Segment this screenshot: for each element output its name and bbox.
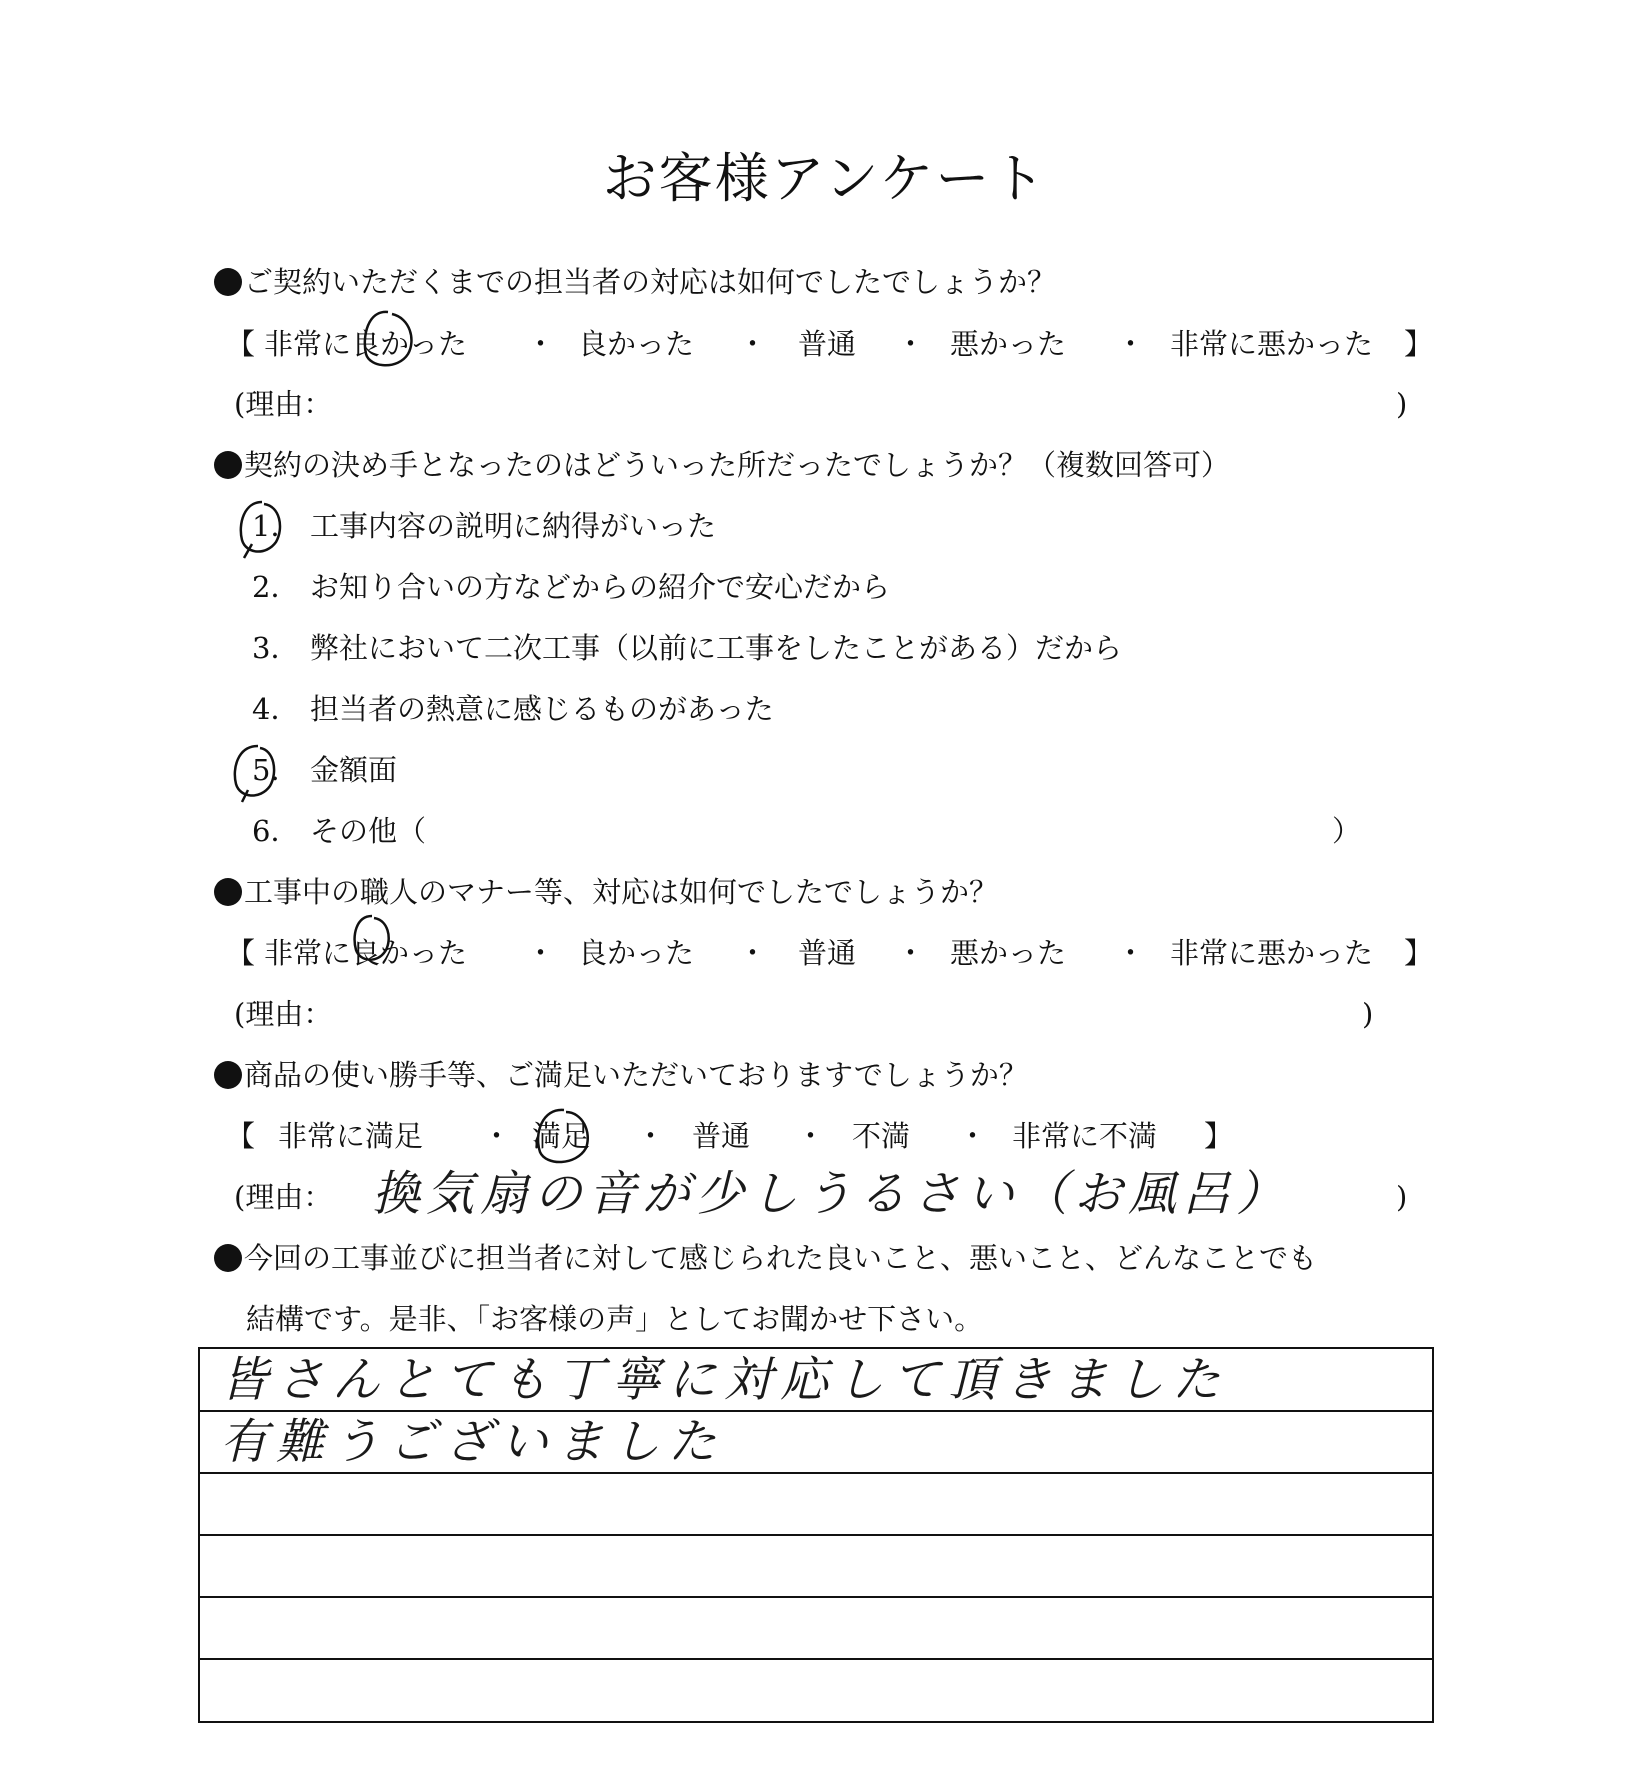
question-3-reason-label: (理由： bbox=[234, 997, 333, 1031]
separator: ・ bbox=[958, 1119, 988, 1153]
separator: ・ bbox=[1116, 936, 1146, 970]
option-6-close: ） bbox=[1332, 814, 1362, 848]
question-1-reason-label: (理由： bbox=[234, 387, 333, 421]
bracket-close: 】 bbox=[1404, 936, 1434, 970]
choice-bad[interactable]: 悪かった bbox=[950, 327, 1067, 361]
circle-mark-icon bbox=[230, 742, 282, 804]
comment-line-2: 有難うございました bbox=[220, 1414, 725, 1470]
question-4-choices bbox=[226, 1118, 1234, 1154]
option-5-number: 5． bbox=[252, 753, 300, 787]
separator: ・ bbox=[482, 1119, 512, 1153]
question-3-choices bbox=[226, 935, 1434, 971]
option-5-text[interactable]: 金額面 bbox=[310, 753, 398, 787]
question-5-text-line2: 結構です。是非、「お客様の声」としてお聞かせ下さい。 bbox=[246, 1302, 984, 1336]
comment-line-1: 皆さんとても丁寧に対応して頂きました bbox=[220, 1352, 1229, 1408]
option-6-number: 6． bbox=[252, 814, 300, 848]
choice-unsatisfied[interactable]: 不満 bbox=[852, 1119, 911, 1153]
option-6-text[interactable]: その他（ bbox=[310, 814, 427, 848]
bracket-open: 【 bbox=[226, 936, 256, 970]
choice-normal[interactable]: 普通 bbox=[798, 936, 857, 970]
bracket-close: 】 bbox=[1404, 327, 1434, 361]
bullet-icon bbox=[214, 1061, 242, 1089]
bracket-close: 】 bbox=[1204, 1119, 1234, 1153]
question-3-reason-close: ) bbox=[1362, 997, 1374, 1031]
choice-normal[interactable]: 普通 bbox=[692, 1119, 751, 1153]
question-5-text-line1: 今回の工事並びに担当者に対して感じられた良いこと、悪いこと、どんなことでも bbox=[244, 1241, 1318, 1275]
choice-good[interactable]: 良かった bbox=[578, 327, 695, 361]
comment-row-divider bbox=[200, 1472, 1432, 1474]
option-1-number: 1． bbox=[252, 509, 300, 543]
question-4-reason-close: ) bbox=[1396, 1180, 1408, 1214]
separator: ・ bbox=[738, 327, 768, 361]
choice-bad[interactable]: 悪かった bbox=[950, 936, 1067, 970]
choice-very-bad[interactable]: 非常に悪かった bbox=[1170, 936, 1374, 970]
survey-title: お客様アンケート bbox=[602, 147, 1048, 210]
separator: ・ bbox=[896, 936, 926, 970]
question-4 bbox=[214, 1057, 1028, 1093]
choice-very-unsatisfied[interactable]: 非常に不満 bbox=[1012, 1119, 1158, 1153]
bullet-icon bbox=[214, 451, 242, 479]
free-comment-box[interactable] bbox=[198, 1347, 1434, 1723]
choice-very-bad[interactable]: 非常に悪かった bbox=[1170, 327, 1374, 361]
circle-mark-icon bbox=[358, 306, 418, 372]
separator: ・ bbox=[796, 1119, 826, 1153]
separator: ・ bbox=[526, 327, 556, 361]
circle-mark-icon bbox=[530, 1104, 596, 1170]
option-2-text[interactable]: お知り合いの方などからの紹介で安心だから bbox=[310, 570, 891, 604]
separator: ・ bbox=[896, 327, 926, 361]
question-3-text: 工事中の職人のマナー等、対応は如何でしたでしょうか？ bbox=[244, 875, 999, 909]
bracket-open: 【 bbox=[226, 1119, 256, 1153]
option-3-number: 3． bbox=[252, 631, 300, 665]
bullet-icon bbox=[214, 878, 242, 906]
circle-mark-icon bbox=[236, 498, 286, 560]
choice-satisfied[interactable]: 満足 bbox=[532, 1119, 591, 1153]
bullet-icon bbox=[214, 268, 242, 296]
bullet-icon bbox=[214, 1244, 242, 1272]
separator: ・ bbox=[636, 1119, 666, 1153]
choice-good[interactable]: 良かった bbox=[578, 936, 695, 970]
question-3 bbox=[214, 874, 998, 910]
question-4-reason-answer: 換気扇の音が少しうるさい（お風呂） bbox=[372, 1166, 1291, 1222]
question-5 bbox=[214, 1240, 1317, 1276]
option-3-text[interactable]: 弊社において二次工事（以前に工事をしたことがある）だから bbox=[310, 631, 1123, 665]
separator: ・ bbox=[738, 936, 768, 970]
question-1 bbox=[214, 264, 1056, 300]
comment-row-divider bbox=[200, 1410, 1432, 1412]
question-4-text: 商品の使い勝手等、ご満足いただいておりますでしょうか？ bbox=[244, 1058, 1028, 1092]
option-4-number: 4． bbox=[252, 692, 300, 726]
question-2 bbox=[214, 447, 1230, 483]
option-1-text[interactable]: 工事内容の説明に納得がいった bbox=[310, 509, 717, 543]
choice-normal[interactable]: 普通 bbox=[798, 327, 857, 361]
choice-very-satisfied[interactable]: 非常に満足 bbox=[278, 1119, 424, 1153]
choice-very-good[interactable]: 非常に良かった bbox=[264, 327, 468, 361]
question-1-reason-close: ) bbox=[1396, 387, 1408, 421]
comment-row-divider bbox=[200, 1658, 1432, 1660]
bracket-open: 【 bbox=[226, 327, 256, 361]
question-2-text: 契約の決め手となったのはどういった所だったでしょうか？（複数回答可） bbox=[244, 448, 1231, 482]
separator: ・ bbox=[526, 936, 556, 970]
separator: ・ bbox=[1116, 327, 1146, 361]
comment-row-divider bbox=[200, 1534, 1432, 1536]
question-4-reason-label: (理由： bbox=[234, 1180, 333, 1214]
option-4-text[interactable]: 担当者の熱意に感じるものがあった bbox=[310, 692, 774, 726]
comment-row-divider bbox=[200, 1596, 1432, 1598]
option-2-number: 2． bbox=[252, 570, 300, 604]
question-1-text: ご契約いただくまでの担当者の対応は如何でしたでしょうか？ bbox=[244, 265, 1057, 299]
circle-mark-icon bbox=[348, 912, 394, 968]
choice-very-good[interactable]: 非常に良かった bbox=[264, 936, 468, 970]
